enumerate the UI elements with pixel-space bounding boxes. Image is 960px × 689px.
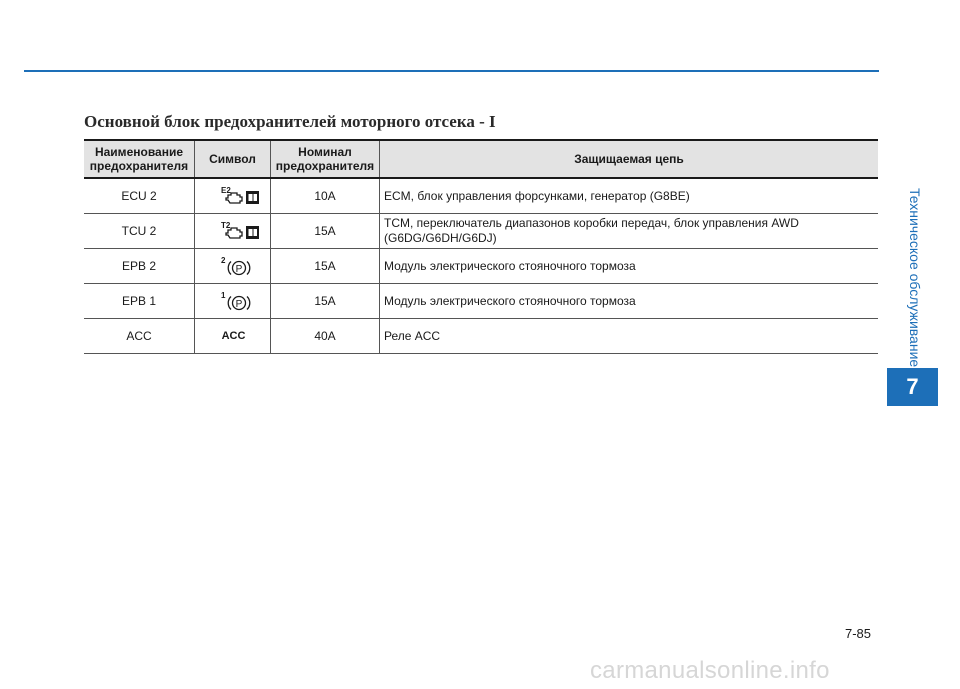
fuse-symbol — [195, 284, 271, 319]
table-row — [84, 319, 878, 354]
table-row — [84, 214, 878, 249]
top-rule — [24, 70, 879, 72]
parking-brake-icon — [225, 259, 255, 277]
fuse-rating: 15A — [271, 284, 380, 319]
symbol-superscript: 1 — [221, 291, 226, 300]
fuse-symbol — [195, 249, 271, 284]
fuse-symbol — [195, 319, 271, 354]
symbol-superscript: 2 — [221, 256, 226, 265]
svg-text:P: P — [235, 263, 243, 275]
acc-symbol: ACC — [221, 329, 246, 342]
fuse-circuit: TCM, переключатель диапазонов коробки передач, блок управления AWD (G6DG/G6DH/G6DJ) — [380, 214, 879, 249]
symbol-superscript: E2 — [221, 186, 231, 195]
fuse-name: TCU 2 — [84, 214, 195, 249]
fuse-circuit: Реле ACC — [380, 319, 879, 354]
header-rating: Номинал предохранителя — [271, 140, 380, 178]
engine-book-icon — [225, 224, 261, 240]
svg-text:P: P — [235, 298, 243, 310]
fuse-table — [84, 139, 878, 354]
fuse-symbol — [195, 214, 271, 249]
fuse-circuit: Модуль электрического стояночного тормоза — [380, 284, 879, 319]
fuse-symbol — [195, 178, 271, 214]
fuse-rating: 10A — [271, 178, 380, 214]
engine-book-icon — [225, 189, 261, 205]
fuse-name: ACC — [84, 319, 195, 354]
symbol-superscript: T2 — [221, 221, 231, 230]
table-header-row — [84, 140, 878, 178]
fuse-name: ECU 2 — [84, 178, 195, 214]
fuse-rating: 15A — [271, 214, 380, 249]
fuse-rating: 40A — [271, 319, 380, 354]
watermark: carmanualsonline.info — [590, 657, 830, 684]
header-name: Наименование предохранителя — [84, 140, 195, 178]
chapter-number-tab: 7 — [887, 368, 938, 406]
fuse-circuit: Модуль электрического стояночного тормоза — [380, 249, 879, 284]
page-number: 7-85 — [845, 626, 872, 641]
chapter-side-label — [893, 185, 937, 370]
table-row — [84, 284, 878, 319]
table-row — [84, 178, 878, 214]
chapter-side-label-text: Техническое обслуживание — [907, 187, 923, 368]
fuse-rating: 15A — [271, 249, 380, 284]
header-symbol: Символ — [195, 140, 271, 178]
header-circuit: Защищаемая цепь — [380, 140, 879, 178]
fuse-name: EPB 2 — [84, 249, 195, 284]
fuse-name: EPB 1 — [84, 284, 195, 319]
table-row — [84, 249, 878, 284]
parking-brake-icon — [225, 294, 255, 312]
section-title: Основной блок предохранителей моторного отсека - I — [84, 112, 496, 131]
fuse-circuit: ECM, блок управления форсунками, генератор (G8BE) — [380, 178, 879, 214]
